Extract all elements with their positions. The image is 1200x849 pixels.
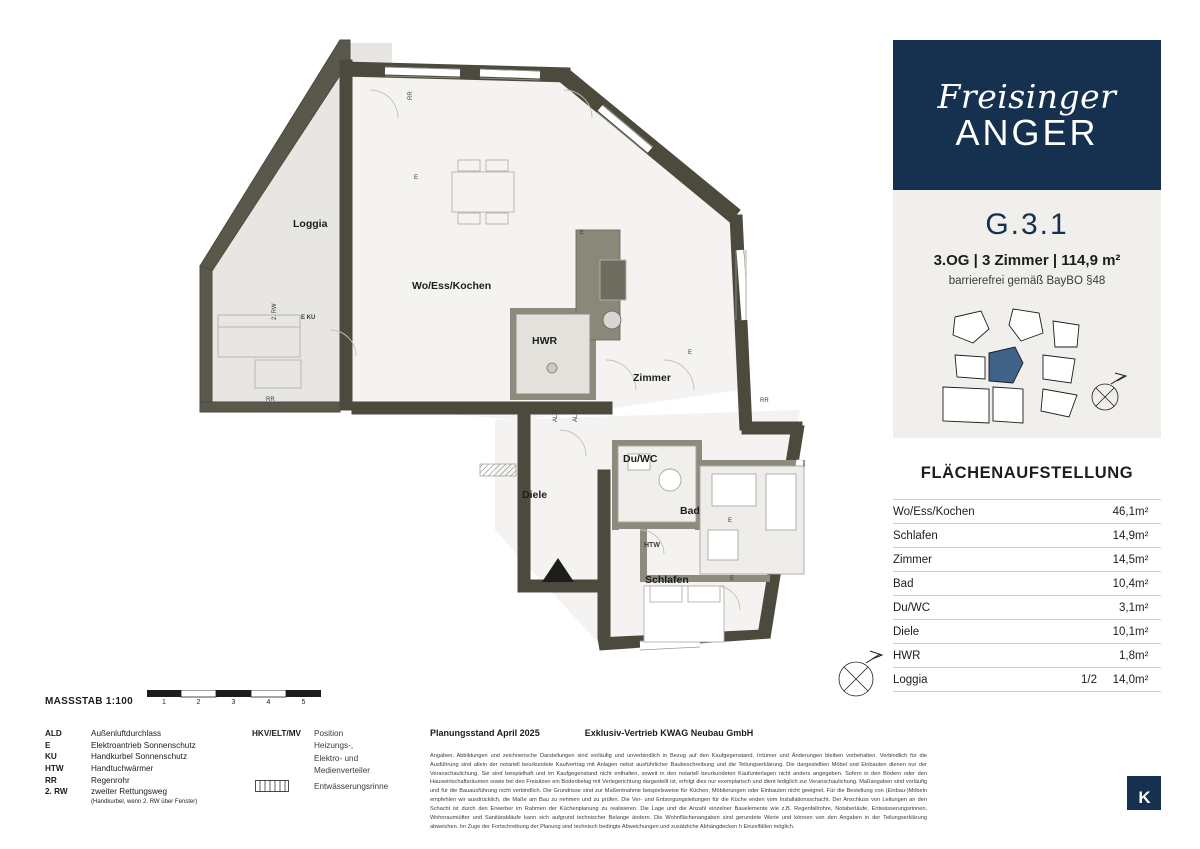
marker-e-ku: E KU	[301, 315, 316, 321]
marker-rr-left: RR	[266, 397, 275, 403]
legend-item	[45, 775, 197, 787]
legend-item	[45, 728, 197, 740]
area-unit: m²	[1135, 668, 1161, 692]
footer	[45, 690, 927, 830]
scale-tick-5: 5	[301, 699, 306, 706]
area-unit: m²	[1135, 572, 1161, 596]
brand-logo	[893, 40, 1161, 190]
area-room: Du/WC	[893, 596, 1067, 620]
area-fraction	[1067, 500, 1097, 524]
scale-tick-3: 3	[231, 699, 236, 706]
legend-abbr: ALD	[45, 729, 62, 738]
room-label-zimmer: Zimmer	[633, 372, 671, 384]
info-panel	[893, 40, 1161, 810]
area-fraction	[1067, 644, 1097, 668]
table-row	[893, 620, 1161, 644]
legend-abbreviations	[45, 728, 197, 806]
brand-logo-line1: Freisinger	[937, 76, 1117, 116]
legend-desc: Außenluftdurchlass	[91, 729, 162, 738]
scale-title: MASSSTAB 1:100	[45, 695, 133, 707]
room-label-diele: Diele	[522, 489, 548, 501]
legend-desc: Handtuchwärmer	[91, 763, 154, 773]
area-room: Zimmer	[893, 548, 1067, 572]
area-value: 46,1	[1097, 500, 1135, 524]
area-unit: m²	[1135, 548, 1161, 572]
area-unit: m²	[1135, 500, 1161, 524]
marker-htw: HTW	[644, 542, 660, 549]
legend-item	[45, 763, 197, 775]
area-value: 14,5	[1097, 548, 1135, 572]
marker-rr-top: RR	[408, 91, 414, 100]
site-plan-minimap	[893, 303, 1161, 438]
legend-abbr: HTW	[45, 763, 64, 773]
area-room: Loggia	[893, 668, 1067, 692]
room-label-du-wc: Du/WC	[623, 453, 658, 465]
marker-ald-left: ALD	[553, 410, 559, 422]
area-unit: m²	[1135, 620, 1161, 644]
area-value: 10,1	[1097, 620, 1135, 644]
area-room: Wo/Ess/Kochen	[893, 500, 1067, 524]
marker-e-5: E	[580, 230, 585, 236]
area-fraction	[1067, 620, 1097, 644]
disclaimer-text: Angaben, Abbildungen und zeichnerische Darstellungen sind vorläufig und unverbindlich in Bezug auf den Kaufgegenstand. Irrtümer und Änderungen bleiben vorbehalten. Verbindlich für die Ausführung sind allein der notariell beurkundete Kaufvertrag mit Anlagen nebst ausführlicher Baubeschreibung und die Teilungserklärung. Die dargestellten Möbel und Einbauten dienen nur der Veranschaulichung. Sie sind beispielhaft und im Kaufgegenstand nicht enthalten, soweit in den notariell beurkundeten Kaufunterlagen nicht anders angegeben. Sofern in den Bödern oder den Hauswirtschaftsräumen sowie bei den Freisitzen ein Bodenbelag mit Verlegerichtung dargestellt ist, erfolgt dies nur exemplarisch und dient lediglich zur Veranschaulichung. Maßangaben sind vorläufig und für die Bauausführung nicht verbindlich. Die Grundrisse sind zur Maßentnahme beispielsweise für Küchen, Möblierungen oder Einbauten nicht geeignet. Für die Bestellung von (Einbau-)Möbeln empfehlen wir ausdrücklich, die Maße am Bau zu nehmen und zu prüfen. Die Ver- und Entsorgungsleitungen für die Küche enden vom Installationsschacht. Der Anschluss von Leitungen an den Schacht ist durch den Erwerber im Rahmen der Küchenplanung zu realisieren. Die Lage und die Anzahl einzelner Bauelemente wie z.B. Regenfallrohre, Notaberläufe, Entwässerungsrinnen, Wohnraumiüfter und Sanitärabläufe kann sich aufgrund technischer Belange ändern. Die Wohnflächenangaben sind gerundete Werte und können von den Angaben in der Teilungserklärung abweichen. Im Zuge der Fortschreibung der Planung sind technisch bedingte Abweichungen und zusätzliche Abhängdecken h Einzelfällen möglich.	[430, 753, 927, 830]
legend-desc-sub: (Handkurbel, wenn 2. RW über Fenster)	[91, 798, 198, 805]
area-value: 1,8	[1097, 644, 1135, 668]
plan-status: Planungsstand April 2025	[430, 728, 540, 738]
legend-abbr: KU	[45, 752, 57, 762]
legend-item	[45, 786, 197, 798]
table-row	[893, 572, 1161, 596]
drainage-channel-icon	[255, 780, 289, 792]
unit-info-box	[893, 190, 1161, 303]
floorplan-svg	[40, 30, 880, 680]
marker-e-4: E	[730, 576, 735, 582]
minimap-compass	[1092, 373, 1126, 410]
area-room: HWR	[893, 644, 1067, 668]
floorplan-drawing	[40, 30, 880, 680]
legend-desc: Handkurbel Sonnenschutz	[91, 752, 188, 762]
marker-e-1: E	[414, 175, 419, 181]
areas-table	[893, 499, 1161, 692]
legend-hkv-header: HKV/ELT/MV	[252, 729, 301, 738]
unit-code: G.3.1	[985, 208, 1069, 241]
room-label-loggia: Loggia	[293, 218, 328, 230]
marker-ald-mid: ALD	[573, 410, 579, 422]
area-fraction	[1067, 572, 1097, 596]
scale-tick-4: 4	[266, 699, 271, 706]
area-room: Diele	[893, 620, 1067, 644]
marker-rr-right: RR	[760, 398, 769, 404]
areas-title: FLÄCHENAUFSTELLUNG	[920, 464, 1134, 482]
area-value: 14,0	[1097, 668, 1135, 692]
kw-logo: K	[1127, 776, 1161, 810]
area-fraction	[1067, 524, 1097, 548]
area-unit: m²	[1135, 596, 1161, 620]
area-unit: m²	[1135, 644, 1161, 668]
area-room: Bad	[893, 572, 1067, 596]
scale-bar	[147, 690, 325, 712]
area-value: 10,4	[1097, 572, 1135, 596]
table-row	[893, 596, 1161, 620]
brand-logo-line2: ANGER	[955, 111, 1099, 153]
area-fraction: 1/2	[1067, 668, 1097, 692]
legend-abbr: E	[45, 740, 51, 750]
scale-row	[45, 690, 885, 712]
legend-hkv-text: Position Heizungs-, Elektro- und Medienverteiler	[314, 729, 370, 775]
legend-item	[45, 740, 197, 752]
legend-abbr: 2. RW	[45, 787, 68, 797]
scale-tick-2: 2	[196, 699, 201, 706]
area-room: Schlafen	[893, 524, 1067, 548]
area-value: 3,1	[1097, 596, 1135, 620]
table-row	[893, 524, 1161, 548]
plan-info	[430, 728, 753, 738]
table-row	[893, 668, 1161, 692]
legend-item-sub	[45, 798, 197, 807]
area-value: 14,9	[1097, 524, 1135, 548]
room-label-hwr: HWR	[532, 335, 558, 347]
area-unit: m²	[1135, 524, 1161, 548]
marker-e-2: E	[688, 350, 693, 356]
table-row	[893, 500, 1161, 524]
legend-drainage-text: Entwässerungsrinne	[314, 782, 389, 791]
marker-e-3: E	[728, 518, 733, 524]
room-label-schlafen: Schlafen	[645, 574, 689, 586]
table-row	[893, 644, 1161, 668]
distribution-info: Exklusiv-Vertrieb KWAG Neubau GmbH	[584, 728, 754, 738]
scale-tick-1: 1	[161, 699, 166, 706]
marker-2rw: 2. RW	[272, 303, 278, 320]
room-label-bad: Bad	[680, 505, 700, 517]
area-fraction	[1067, 548, 1097, 572]
legend-desc: Regenrohr	[91, 775, 130, 785]
legend-desc: zweiter Rettungsweg	[91, 787, 167, 797]
unit-summary: 3.OG | 3 Zimmer | 114,9 m²	[933, 252, 1121, 269]
area-fraction	[1067, 596, 1097, 620]
legend-symbols	[252, 728, 389, 791]
legend-item	[45, 751, 197, 763]
unit-accessibility-note: barrierefrei gemäß BayBO §48	[948, 275, 1106, 287]
room-label-wo-ess-kochen: Wo/Ess/Kochen	[412, 280, 492, 292]
legend-desc: Elektroantrieb Sonnenschutz	[91, 740, 196, 750]
legend-abbr: RR	[45, 775, 57, 785]
table-row	[893, 548, 1161, 572]
